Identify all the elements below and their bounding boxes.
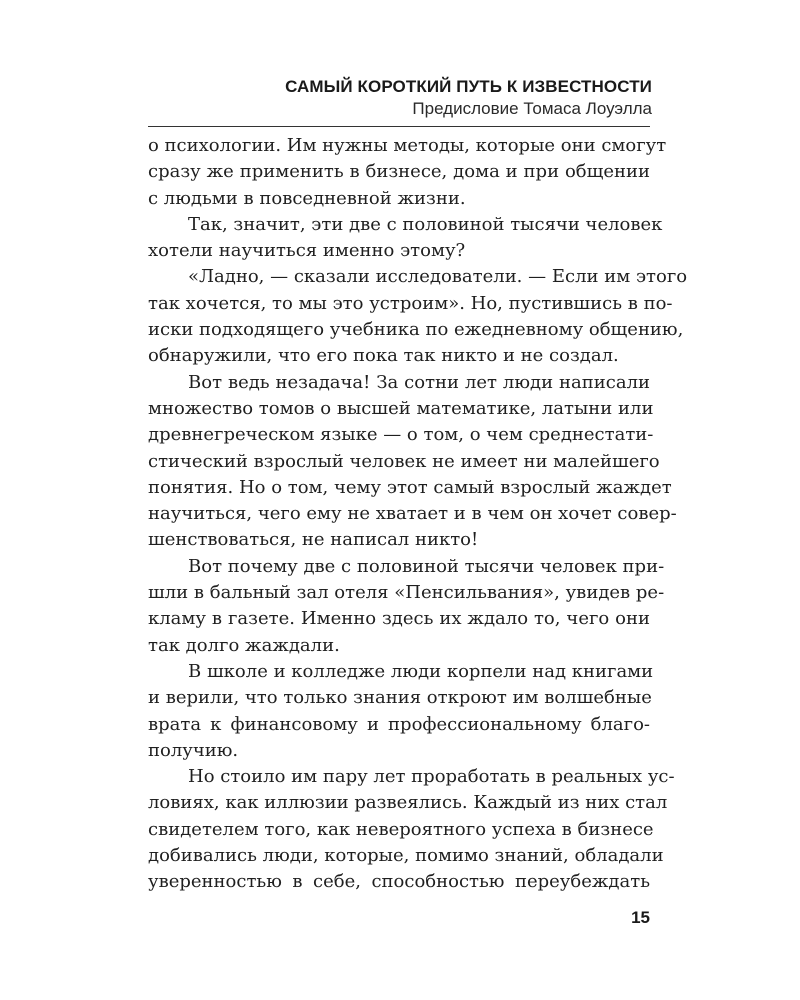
text-line: «Ладно, — сказали исследователи. — Если им этого	[188, 266, 688, 288]
text-line: и верили, что только знания откроют им волшебные	[148, 687, 652, 709]
text-line: хотели научиться именно этому?	[148, 240, 466, 262]
text-line: шенствоваться, не написал никто!	[148, 529, 479, 551]
running-head	[285, 76, 652, 120]
text-line: Вот ведь незадача! За сотни лет люди написали	[188, 371, 650, 393]
text-line: так долго жаждали.	[148, 634, 340, 656]
text-line: стический взрослый человек не имеет ни малейшего	[148, 450, 660, 472]
page-number: 15	[631, 908, 650, 927]
running-head-title: САМЫЙ КОРОТКИЙ ПУТЬ К ИЗВЕСТНОСТИ	[285, 77, 652, 96]
text-line: иски подходящего учебника по ежедневному общению,	[148, 319, 684, 341]
text-line: понятия. Но о том, чему этот самый взрослый жаждет	[148, 476, 672, 498]
text-line: Так, значит, эти две с половиной тысячи человек	[188, 213, 663, 235]
text-line: уверенностью в себе, способностью переубеждать	[148, 871, 650, 893]
text-line: так хочется, то мы это устроим». Но, пустившись в по-	[148, 292, 673, 314]
text-line: ловиях, как иллюзии развеялись. Каждый из них стал	[148, 792, 668, 814]
text-line: получию.	[148, 739, 239, 761]
body-text	[148, 133, 688, 896]
text-line: о психологии. Им нужны методы, которые они смогут	[148, 135, 667, 156]
text-line: шли в бальный зал отеля «Пенсильвания», увидев ре-	[148, 582, 665, 604]
text-line: добивались люди, которые, помимо знаний, обладали	[148, 845, 664, 867]
text-line: В школе и колледже люди корпели над книгами	[188, 660, 654, 682]
text-line: Вот почему две с половиной тысячи человек при-	[188, 555, 665, 577]
running-head-subtitle: Предисловие Томаса Лоуэлла	[412, 99, 652, 118]
header-divider	[148, 126, 650, 127]
text-line: древнегреческом языке — о том, о чем среднестати-	[148, 424, 654, 446]
text-line: с людьми в повседневной жизни.	[148, 187, 466, 209]
text-line: сразу же применить в бизнесе, дома и при общении	[148, 161, 650, 183]
text-line: обнаружили, что его пока так никто и не создал.	[148, 345, 619, 367]
text-line: множество томов о высшей математике, латыни или	[148, 397, 654, 419]
text-line: кламу в газете. Именно здесь их ждало то, чего они	[148, 608, 650, 630]
text-line: Но стоило им пару лет проработать в реальных ус-	[188, 766, 675, 788]
text-line: свидетелем того, как невероятного успеха в бизнесе	[148, 818, 654, 840]
text-line: врата к финансовому и профессиональному благо-	[148, 713, 650, 735]
text-line: научиться, чего ему не хватает и в чем он хочет совер-	[148, 503, 677, 525]
